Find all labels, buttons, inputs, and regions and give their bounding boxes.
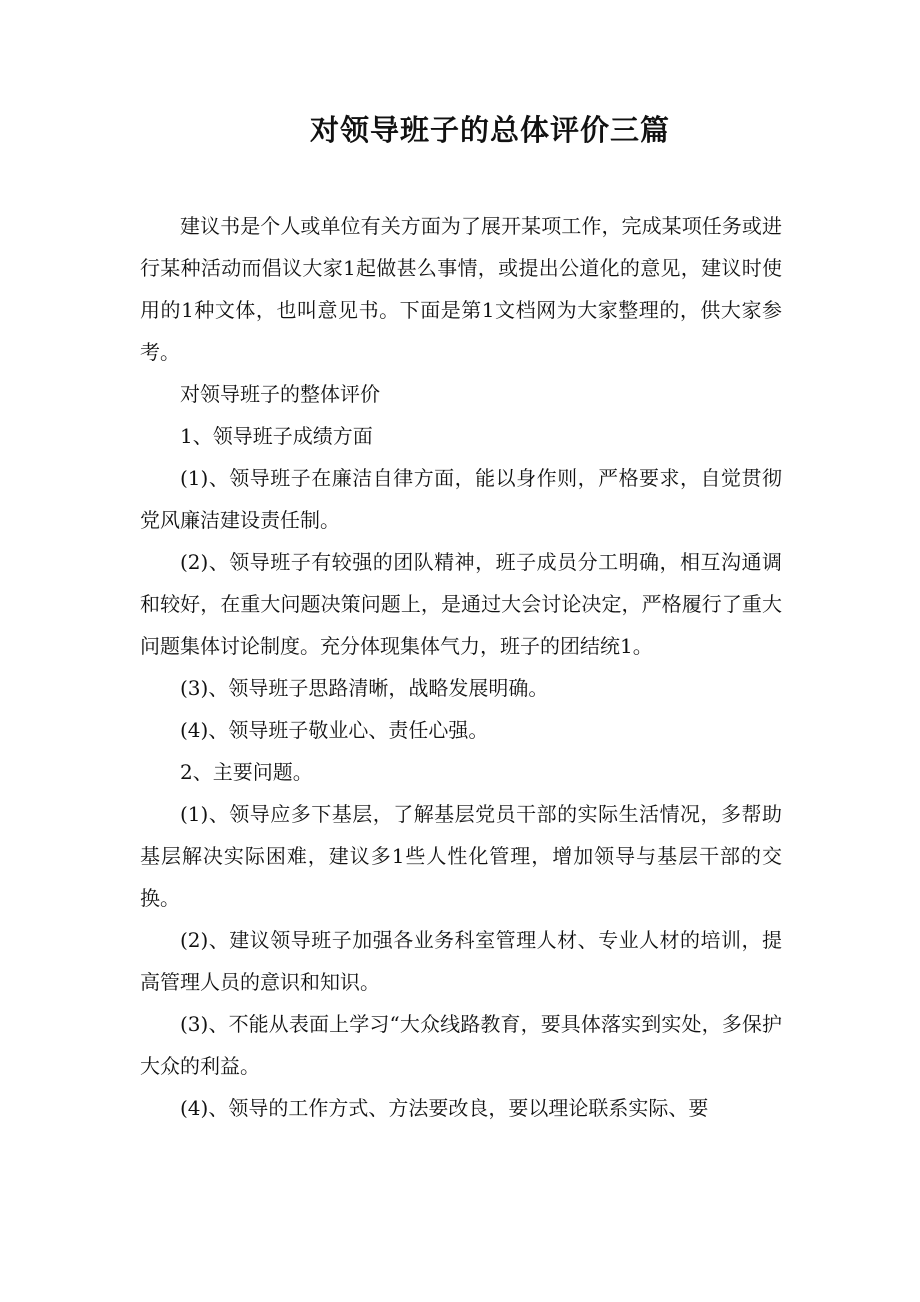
paragraph-achievement-4: (4)、领导班子敬业心、责任心强。 <box>180 718 489 742</box>
paragraph-intro: 建议书是个人或单位有关方面为了展开某项工作，完成某项任务或进行某种活动而倡议大家1起做甚么事情，或提出公道化的意见，建议时使用的1种文体，也叫意见书。下面是第1文档网为大家整理的，供大家参考。 <box>140 214 782 364</box>
paragraph-section-heading: 对领导班子的整体评价 <box>180 382 380 406</box>
paragraph-problem-1: (1)、领导应多下基层，了解基层党员干部的实际生活情况，多帮助基层解决实际困难，建议多1些人性化管理，增加领导与基层干部的交换。 <box>140 802 782 910</box>
paragraph-problem-3: (3)、不能从表面上学习“大众线路教育，要具体落实到实处，多保护大众的利益。 <box>140 1012 782 1078</box>
paragraph-achievements-heading: 1、领导班子成绩方面 <box>180 424 373 448</box>
paragraph-achievement-3: (3)、领导班子思路清晰，战略发展明确。 <box>180 676 549 700</box>
paragraph-achievement-1: (1)、领导班子在廉洁自律方面，能以身作则，严格要求，自觉贯彻党风廉洁建设责任制。 <box>140 466 782 532</box>
paragraph-problem-2: (2)、建议领导班子加强各业务科室管理人材、专业人材的培训，提高管理人员的意识和知识。 <box>140 928 782 994</box>
document-body <box>140 205 782 1129</box>
paragraph-problems-heading: 2、主要问题。 <box>180 760 313 784</box>
paragraph-achievement-2: (2)、领导班子有较强的团队精神，班子成员分工明确，相互沟通调和较好，在重大问题决策问题上，是通过大会讨论决定，严格履行了重大问题集体讨论制度。充分体现集体气力，班子的团结统1。 <box>140 550 782 658</box>
document-title: 对领导班子的总体评价三篇 <box>309 113 670 147</box>
paragraph-problem-4: (4)、领导的工作方式、方法要改良，要以理论联系实际、要 <box>180 1096 709 1120</box>
